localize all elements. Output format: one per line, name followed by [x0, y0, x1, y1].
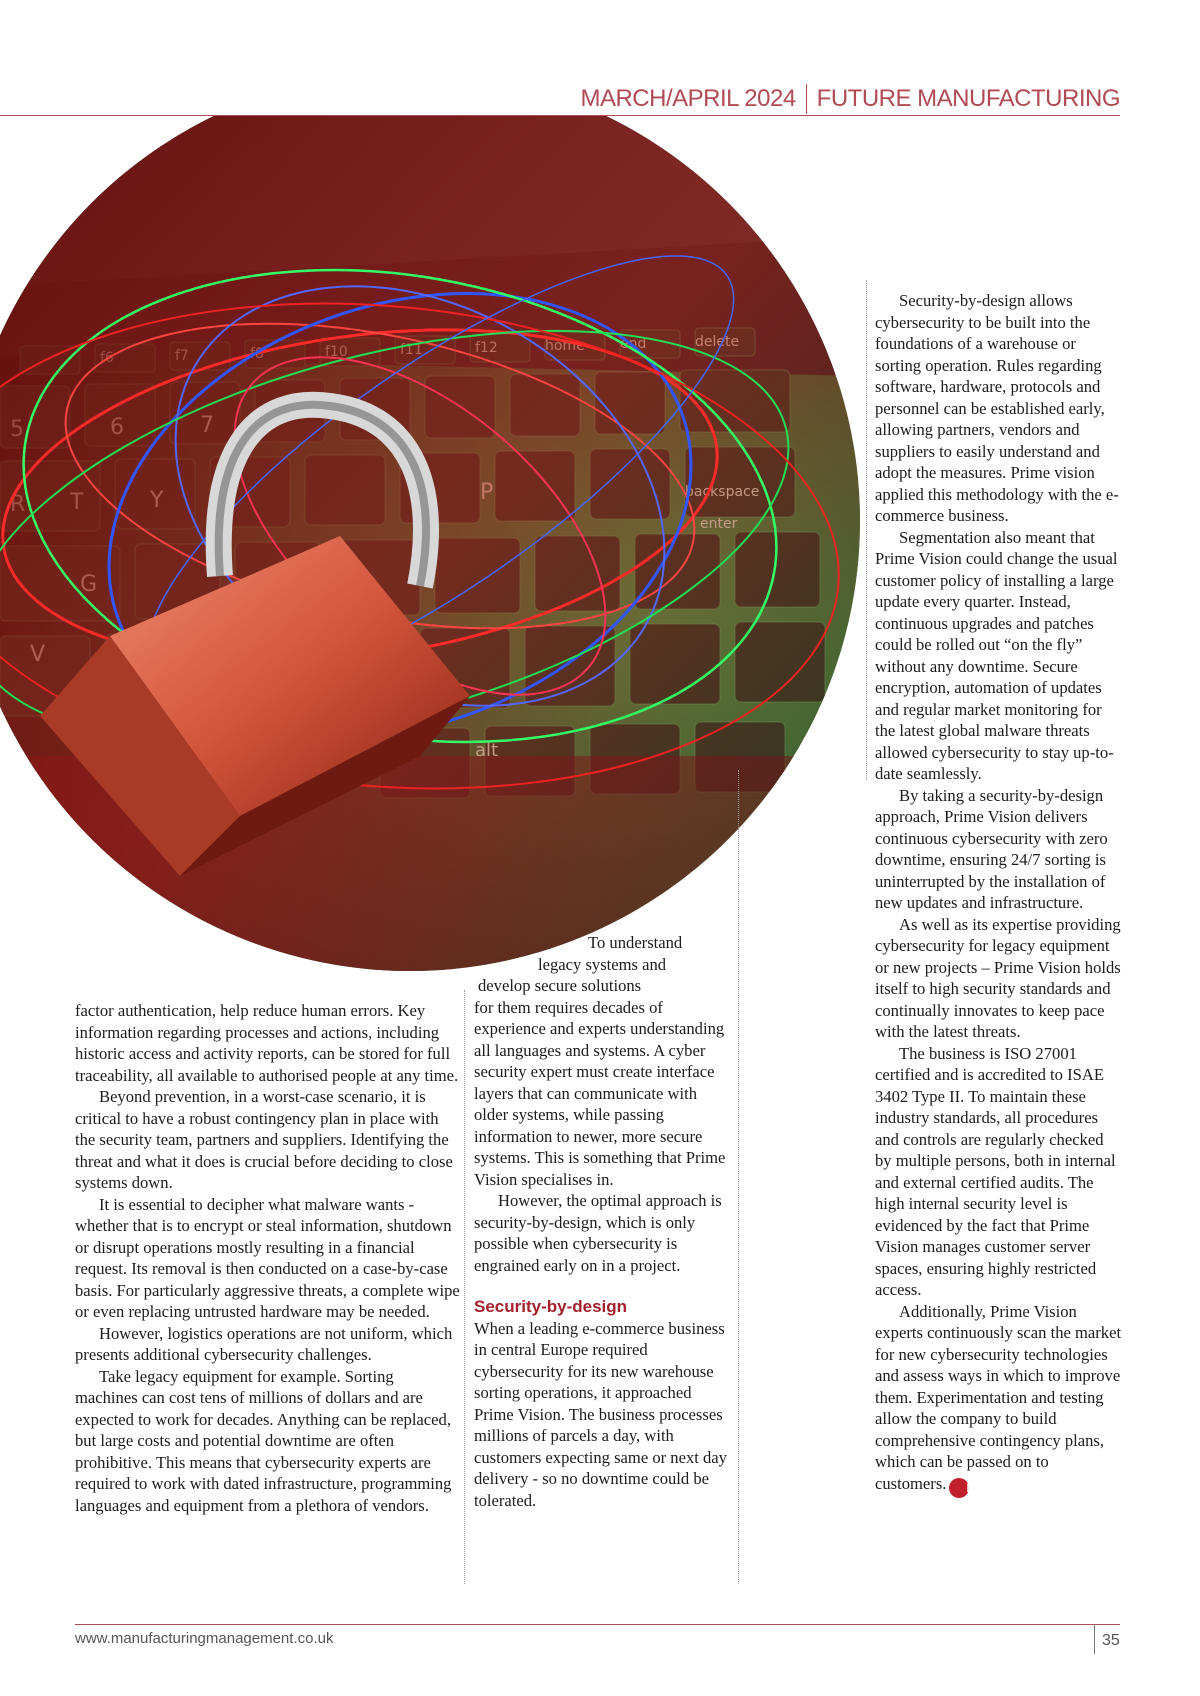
footer-divider: [1094, 1624, 1095, 1654]
col3-paragraph-2: Segmentation also meant that Prime Vision could change the usual customer policy of installing a large update every quarter. Instead, continuous upgrades and patches could be rolled out “on the fly” without any downtime. Secure encryption, automation of updates and regular market monitoring for the latest global malware threats allowed cybersecurity to stay up-to-date seamlessly.: [875, 527, 1118, 783]
col3-paragraph-3: By taking a security-by-design approach, Prime Vision delivers continuous cybersecurity with zero downtime, ensuring 24/7 sorting is uninterrupted by the installation of new updates and infrastructure.: [875, 785, 1108, 912]
col1-paragraph-2: Beyond prevention, in a worst-case scenario, it is critical to have a robust contingency plan in place with the security team, partners and suppliers. Identifying the threat and what it does is crucial before deciding to close systems down.: [75, 1087, 453, 1192]
col3-paragraph-6-text: Additionally, Prime Vision experts continuously scan the market for new cybersecurity technologies and assess ways in which to improve them. Experimentation and testing allow the company to build comprehensive contingency plans, which can be passed on to customers.: [875, 1301, 1122, 1493]
col1-paragraph-4: However, logistics operations are not uniform, which presents additional cybersecurity challenges.: [75, 1323, 453, 1364]
end-mark-icon: M: [949, 1478, 969, 1498]
col2-paragraph-3: When a leading e-commerce business in central Europe required cybersecurity for its new warehouse sorting operations, it approached Prime Vision. The business processes millions of parcels a day, with customers expecting same or next day delivery - so no downtime could be tolerated.: [474, 1318, 727, 1510]
page-number: 35: [1102, 1632, 1120, 1649]
column-rule-3: [866, 280, 867, 780]
col2-line-2: legacy systems and: [538, 954, 667, 974]
col1-paragraph-1: factor authentication, help reduce human errors. Key information regarding processes and actions, including historic access and activity reports, can be stored for full traceability, all available to authorised people at any time.: [75, 1001, 459, 1085]
column-rule-1: [464, 990, 465, 1584]
column-rule-2: [738, 770, 739, 1584]
col3-paragraph-6: [875, 1301, 1122, 1499]
issue-date: MARCH/APRIL 2024: [580, 85, 796, 112]
col1-paragraph-3: It is essential to decipher what malware wants - whether that is to encrypt or steal information, shutdown or disrupt operations mostly resulting in a financial request. Its removal is then conducted on a case-by-case basis. For particularly aggressive threats, a complete wipe or even replacing untrusted hardware may be needed.: [75, 1194, 460, 1321]
col3-paragraph-5: The business is ISO 27001 certified and is accredited to ISAE 3402 Type II. To maintain these industry standards, all procedures and controls are regularly checked by multiple persons, both in internal and external certified audits. The high internal security level is evidenced by the fact that Prime Vision manages customer server spaces, ensuring highly restricted access.: [875, 1043, 1116, 1299]
running-header: [580, 82, 1120, 116]
column-3: [875, 290, 1122, 1498]
col3-paragraph-4: As well as its expertise providing cybersecurity for legacy equipment or new projects – Prime Vision holds itself to high security standards and continually innovates to keep pace with the latest threats.: [875, 914, 1121, 1041]
column-1: [75, 1000, 460, 1516]
header-divider: [806, 84, 807, 114]
col3-paragraph-1: Security-by-design allows cybersecurity to be built into the foundations of a warehouse or sorting operation. Rules regarding software, hardware, protocols and personnel can be established early, allowing partners, vendors and suppliers to easily understand and adopt the measures. Prime vision applied this methodology with the e-commerce business.: [875, 291, 1119, 525]
col2-paragraph-1: for them requires decades of experience and experts understanding all languages and systems. A cyber security expert must create interface layers that can communicate with older systems, while passing information to newer, more secure systems. This is something that Prime Vision specialises in.: [474, 997, 726, 1189]
col2-line-1: To understand: [588, 933, 683, 952]
col2-line-3: develop secure solutions: [478, 976, 642, 995]
footer-rule: [75, 1624, 1120, 1625]
column-2: [474, 932, 730, 1511]
hero-image-padlock-keyboard: [0, 116, 860, 986]
section-title: FUTURE MANUFACTURING: [816, 85, 1120, 112]
col1-paragraph-5: Take legacy equipment for example. Sorting machines can cost tens of millions of dollars and are expected to work for decades. Anything can be replaced, but large costs and potential downtime are often prohibitive. This means that cybersecurity experts are required to work with dated infrastructure, programming languages and equipment from a plethora of vendors.: [75, 1366, 452, 1515]
subheading: Security-by-design: [474, 1297, 628, 1316]
footer-url: www.manufacturingmanagement.co.uk: [75, 1630, 334, 1647]
col2-paragraph-2: However, the optimal approach is security-by-design, which is only possible when cybersecurity is engrained early on in a project.: [474, 1191, 722, 1275]
